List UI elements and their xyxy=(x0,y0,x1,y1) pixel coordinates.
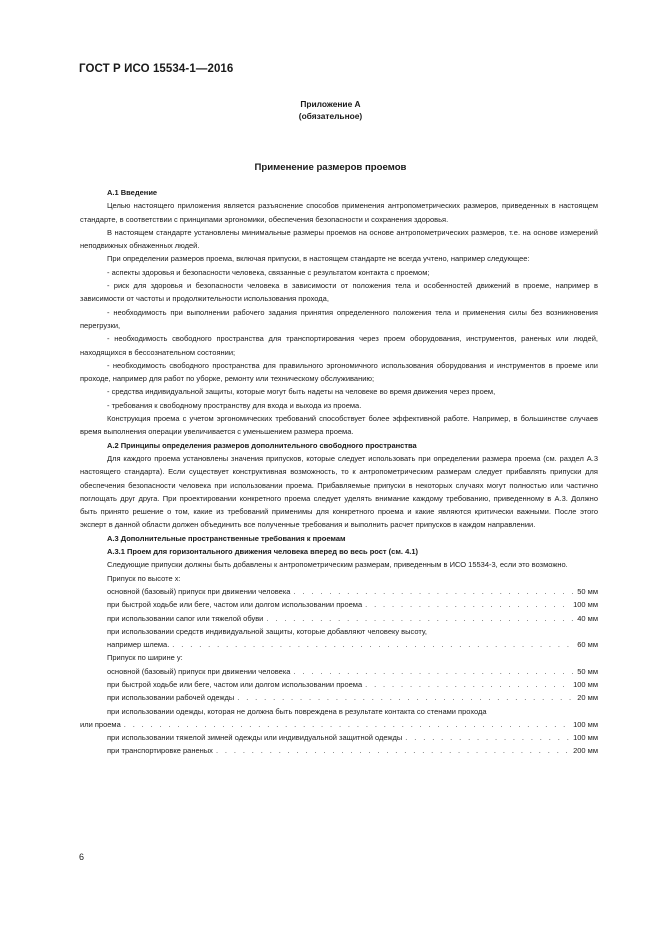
annex-status: (обязательное) xyxy=(298,111,363,121)
allowance-label: при использовании рабочей одежды xyxy=(107,693,235,703)
a1-heading: А.1 Введение xyxy=(107,188,158,197)
allowance-row xyxy=(80,598,598,611)
allowance-label: основной (базовый) припуск при движении человека xyxy=(107,586,291,596)
allowance-value: 40 мм xyxy=(577,613,598,623)
allowance-label: основной (базовый) припуск при движении человека xyxy=(107,666,291,676)
a1-bullet: - требования к свободному пространству для входа и выхода из проема. xyxy=(107,400,362,410)
allowance-label: при транспортировке раненых xyxy=(107,746,213,756)
a1-paragraph: В настоящем стандарте установлены минимальные размеры проемов на основе антропометрических размеров, т.е. на основе измерений неподвижных обнаженных людей. xyxy=(80,227,598,251)
a2-paragraph: Для каждого проема установлены значения припусков, которые следует использовать при определении размера проема (см. раздел А.3 настоящего стандарта). Если существует конструктивная возможность, то к антропометрическим размерам следует прибавлять припуски для обеспечения безопасности человека при использовании проема. Прибавляемые припуски в некоторых случаях могут полностью или частично поглощать друг друга. При проектировании конкретного проема следует уделять внимание каждому требованию, приведенному в А.3. Должно быть принято решение о том, какие из требований применимы для конкретного проема и какие являются критически важными. После этого эксперт в данной области должен объединить все полученные требования и выполнить расчет припусков в каждом направлении. xyxy=(80,453,598,530)
a3-1-heading: А.3.1 Проем для горизонтального движения человека вперед во весь рост (см. 4.1) xyxy=(107,547,418,557)
allowance-value: 100 мм xyxy=(573,679,598,689)
height-allowance-label: Припуск по высоте x: xyxy=(107,573,181,583)
a1-bullet: - аспекты здоровья и безопасности человека, связанные с результатом контакта с проемом; xyxy=(107,267,430,277)
leader-dots xyxy=(365,678,570,691)
allowance-row xyxy=(80,638,598,651)
allowance-label: например шлема. xyxy=(107,640,170,650)
a1-bullet: - необходимость при выполнении рабочего задания принятия определенного положения тела и применения силы без возникновения перегрузки, xyxy=(80,307,598,330)
leader-dots xyxy=(216,744,570,757)
allowance-label: при использовании средств индивидуальной защиты, которые добавляют человеку высоту, xyxy=(107,626,428,636)
allowance-label: или проема xyxy=(80,719,121,729)
section-title: Применение размеров проемов xyxy=(254,162,407,173)
a1-bullet: - необходимость свободного пространства для транспортирования через проем оборудования, инструментов, раненых или людей, находящихся в бессознательном состоянии; xyxy=(80,334,598,357)
a3-intro: Следующие припуски должны быть добавлены к антропометрическим размерам, приведенным в ИСО 15534-3, если это возможно. xyxy=(107,560,568,570)
allowance-value: 50 мм xyxy=(577,666,598,676)
a1-paragraph: Конструкция проема с учетом эргономических требований способствует более эффективной работе. Например, в большинстве случаев время выполнения операции увеличивается с уменьшением размера проема. xyxy=(80,414,598,437)
allowance-value: 20 мм xyxy=(577,693,598,703)
a1-bullet: - средства индивидуальной защиты, которые могут быть надеты на человеке во время движения через проем, xyxy=(107,387,496,397)
allowance-row xyxy=(80,585,598,598)
annex-title: Приложение А xyxy=(300,99,361,109)
leader-dots xyxy=(293,665,574,678)
allowance-row xyxy=(80,744,598,757)
leader-dots xyxy=(124,718,570,731)
allowance-label: при быстрой ходьбе или беге, частом или долгом использовании проема xyxy=(107,600,363,610)
document-header: ГОСТ Р ИСО 15534-1—2016 xyxy=(79,63,234,75)
allowance-value: 100 мм xyxy=(573,600,598,610)
allowance-row xyxy=(80,612,598,625)
allowance-label: при использовании тяжелой зимней одежды или индивидуальной защитной одежды xyxy=(107,733,403,743)
a1-bullet: - необходимость свободного пространства для правильного эргономичного использования оборудования и инструментов в проеме или проходе, например для работ по уборке, ремонту или техническому обслуживанию; xyxy=(80,360,598,384)
allowance-value: 50 мм xyxy=(577,586,598,596)
allowance-value: 60 мм xyxy=(577,640,598,650)
document-body xyxy=(80,186,598,758)
a3-heading: А.3 Дополнительные пространственные требования к проемам xyxy=(107,533,346,543)
allowance-label: при использовании сапог или тяжелой обуви xyxy=(107,613,264,623)
width-allowance-label: Припуск по ширине y: xyxy=(107,653,183,663)
allowance-row xyxy=(80,665,598,678)
allowance-value: 100 мм xyxy=(573,733,598,743)
leader-dots xyxy=(293,585,574,598)
leader-dots xyxy=(365,598,570,611)
leader-dots xyxy=(237,691,574,704)
leader-dots xyxy=(266,612,574,625)
a1-paragraph: При определении размеров проема, включая припуски, в настоящем стандарте не всегда учтено, например следующее: xyxy=(107,254,530,264)
a2-heading: А.2 Принципы определения размеров дополнительного свободного пространства xyxy=(107,440,417,450)
allowance-row xyxy=(80,678,598,691)
page-number: 6 xyxy=(79,852,85,862)
a1-bullet: - риск для здоровья и безопасности человека в зависимости от положения тела и особенностей движений в проеме, например в зависимости от частоты и продолжительности использования прохода, xyxy=(80,281,598,304)
allowance-row xyxy=(80,691,598,704)
allowance-label: при быстрой ходьбе или беге, частом или долгом использовании проема xyxy=(107,679,363,689)
leader-dots xyxy=(172,638,574,651)
allowance-value: 100 мм xyxy=(573,719,598,729)
allowance-value: 200 мм xyxy=(573,746,598,756)
allowance-row xyxy=(80,718,598,731)
a1-paragraph: Целью настоящего приложения является разъяснение способов применения антропометрических размеров, приведенных в настоящем стандарте, в соответствии с принципами эргономики, обеспечения безопасности и сохранения здоровья. xyxy=(80,201,598,224)
allowance-label: при использовании одежды, которая не должна быть повреждена в результате контакта со стенами прохода xyxy=(107,706,487,716)
allowance-row xyxy=(80,731,598,744)
leader-dots xyxy=(405,731,570,744)
